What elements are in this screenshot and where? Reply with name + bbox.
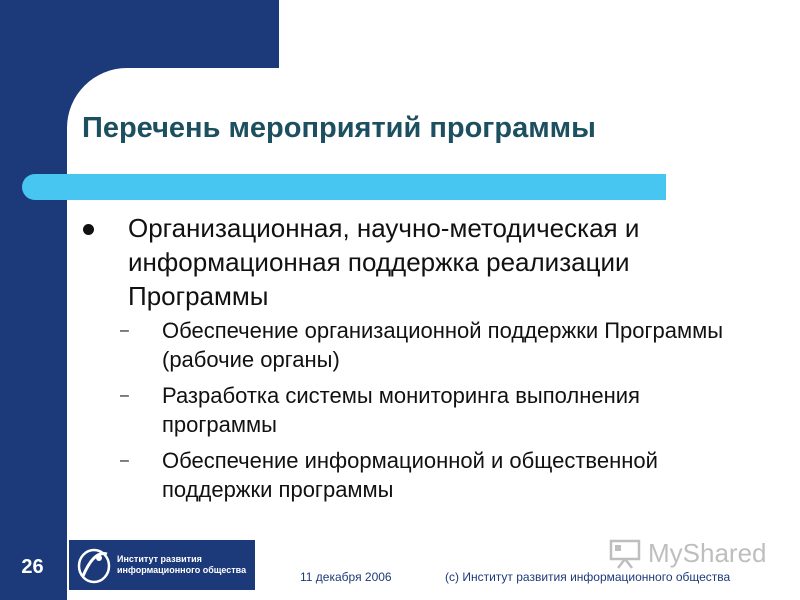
sub-bullet-text: Разработка системы мониторинга выполнения программы [162,383,640,437]
left-frame-band [0,0,67,600]
logo-text-line: Институт развития [117,554,202,564]
dash-icon: – [120,387,129,404]
page-number: 26 [21,556,44,578]
slide-title: Перечень мероприятий программы [82,112,596,144]
top-frame-band [67,0,279,68]
sub-bullet-item [120,381,760,439]
footer-copyright: (c) Институт развития информационного общества [445,570,731,584]
logo-text-line: информационного общества [117,565,247,575]
presentation-board-icon [608,538,642,570]
sub-bullet-text: Обеспечение организационной поддержки Программы (рабочие органы) [162,318,724,372]
sub-bullet-text: Обеспечение информационной и общественной поддержки программы [162,448,658,502]
sub-bullet-item [120,446,760,504]
title-underline-bar [22,174,666,200]
dash-icon: – [120,452,129,469]
sub-bullet-list [120,316,760,511]
watermark-text: MyShared [648,538,767,568]
institute-logo-icon [77,546,111,584]
footer-date: 11 декабря 2006 [300,570,392,584]
bullet-icon [83,224,94,235]
sub-bullet-item [120,316,760,374]
institute-logo [69,540,255,590]
watermark [608,536,768,572]
main-bullet-text: Организационная, научно-методическая и информационная поддержка реализации Программы [128,213,640,311]
dash-icon: – [120,322,129,339]
